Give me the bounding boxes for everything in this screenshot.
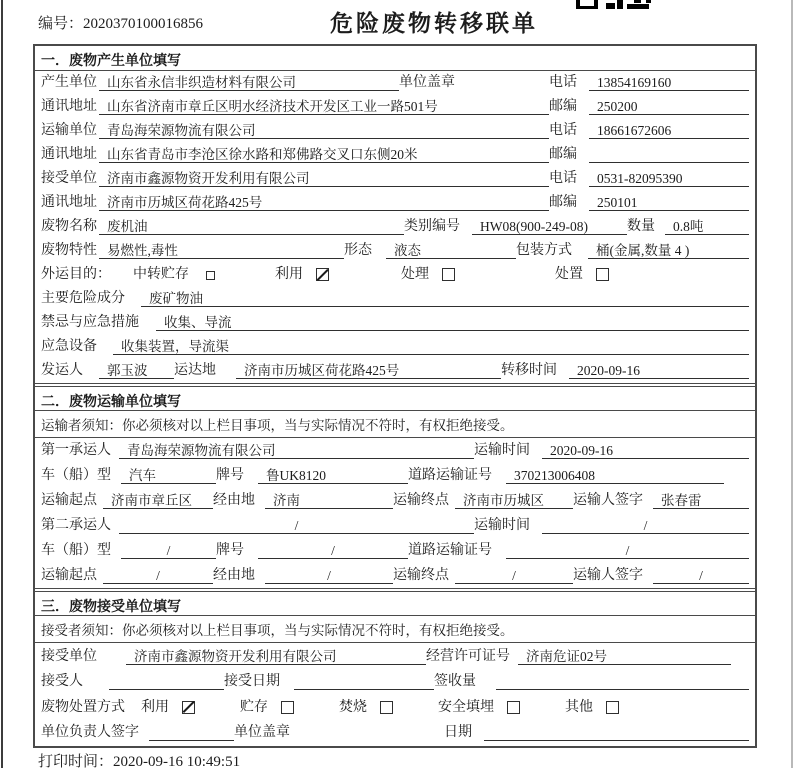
field-value-empty (496, 673, 749, 690)
field-value-underlined: 鲁UK8120 (258, 467, 408, 484)
print-time-label: 打印时间： (38, 754, 114, 768)
form-row (35, 311, 755, 335)
field-label: 贮存 (240, 699, 268, 715)
field-label: 邮编 (549, 195, 577, 210)
doc-number-value: 2020370100016856 (83, 16, 204, 32)
form-row (35, 287, 755, 311)
field-label: 运输人签字 (573, 493, 643, 508)
field-value-underlined: 山东省永信非织造材料有限公司 (99, 74, 399, 91)
field-value-underlined: 山东省青岛市李沧区徐水路和郑佛路交叉口东侧20米 (99, 146, 549, 163)
checkbox-checked-icon (316, 268, 329, 281)
field-label: 电话 (549, 123, 577, 138)
field-label: 单位盖章 (399, 75, 455, 90)
form-row (35, 488, 755, 513)
field-label: 车（船）型 (41, 543, 111, 558)
field-label: 废物名称 (41, 219, 97, 234)
checkbox-unchecked-icon (380, 701, 393, 714)
field-value-underlined: 济南市鑫源物资开发利用有限公司 (126, 648, 426, 665)
form-row (35, 563, 755, 588)
scan-artifact-left-line (1, 0, 3, 768)
field-value-empty (294, 673, 434, 690)
field-value-underlined: 桶(金属,数量 4 ) (588, 242, 749, 259)
field-label: 形态 (344, 243, 372, 258)
field-label: 禁忌与应急措施 (41, 315, 139, 330)
form-row (35, 119, 755, 143)
field-value-underlined: 收集、导流 (156, 314, 749, 331)
form-section-1 (35, 46, 755, 383)
field-label: 接受人 (41, 674, 83, 689)
field-value-underlined: 青岛海荣源物流有限公司 (99, 122, 549, 139)
field-value-underlined: 2020-09-16 (569, 362, 749, 379)
field-label: 运输终点 (393, 568, 449, 583)
field-value-underlined: 济南市历城区荷花路425号 (236, 362, 501, 379)
checkbox-unchecked-icon (596, 268, 609, 281)
field-value-underlined: / (542, 517, 749, 534)
checkbox-unchecked-icon (206, 271, 215, 280)
field-label: 处置 (555, 267, 583, 282)
field-label: 邮编 (549, 147, 577, 162)
field-label: 废物特性 (41, 243, 97, 258)
field-value-underlined: / (506, 542, 749, 559)
form-row (35, 215, 755, 239)
field-label: 邮编 (549, 99, 577, 114)
print-time (38, 750, 240, 768)
field-label: 运输终点 (393, 493, 449, 508)
field-value-underlined: 250200 (589, 98, 749, 115)
form-box (33, 44, 757, 748)
section-notice: 接受者须知：你必须核对以上栏目事项，当与实际情况不符时，有权拒绝接受。 (35, 616, 755, 643)
form-row (35, 669, 755, 695)
form-row (35, 71, 755, 95)
field-label: 运输起点 (41, 493, 97, 508)
field-value-underlined: / (265, 567, 393, 584)
field-label: 通讯地址 (41, 99, 97, 114)
field-value-underlined: 13854169160 (589, 74, 749, 91)
field-label: 废物处置方式 (41, 699, 125, 715)
field-label: 经由地 (213, 568, 255, 583)
form-row (35, 359, 755, 383)
field-value-underlined: 济南市历城区荷花路425号 (99, 194, 549, 211)
field-label: 经由地 (213, 493, 255, 508)
field-label: 运输单位 (41, 123, 97, 138)
field-label: 单位负责人签字 (41, 725, 139, 740)
field-label: 包装方式 (516, 243, 572, 258)
field-label: 道路运输证号 (408, 468, 492, 483)
field-value-underlined: 370213006408 (506, 467, 724, 484)
page-title: 危险废物转移联单 (330, 10, 538, 36)
field-value-underlined: 0.8吨 (665, 218, 749, 235)
field-label: 接受日期 (224, 674, 280, 689)
field-label: 焚烧 (339, 699, 367, 715)
field-label: 中转贮存 (133, 267, 189, 282)
print-time-value: 2020-09-16 10:49:51 (113, 754, 241, 768)
field-value-underlined: 济南市鑫源物资开发利用有限公司 (99, 170, 549, 187)
field-label: 车（船）型 (41, 468, 111, 483)
field-value-underlined: 废机油 (99, 218, 404, 235)
form-row (35, 95, 755, 119)
field-label: 运输时间 (474, 518, 530, 533)
field-label: 利用 (275, 267, 303, 282)
field-value-underlined: HW08(900-249-08) (472, 218, 627, 235)
form-row (35, 694, 755, 720)
qr-code-fragment (576, 0, 656, 10)
field-value-empty (149, 724, 234, 741)
field-value-underlined: / (653, 567, 749, 584)
field-label: 外运目的： (41, 267, 111, 282)
field-label: 应急设备 (41, 339, 97, 354)
form-row (35, 143, 755, 167)
field-label: 运输起点 (41, 568, 97, 583)
form-row (35, 191, 755, 215)
form-row (35, 335, 755, 359)
field-label: 类别编号 (404, 219, 460, 234)
field-label: 牌号 (216, 543, 244, 558)
field-label: 电话 (549, 75, 577, 90)
field-label: 主要危险成分 (41, 291, 125, 306)
field-value-underlined: / (121, 542, 216, 559)
field-value-underlined: 废矿物油 (141, 290, 749, 307)
field-value-underlined: 18661672606 (589, 122, 749, 139)
field-label: 数量 (627, 219, 655, 234)
field-value-underlined: / (258, 542, 408, 559)
field-label: 转移时间 (501, 363, 557, 378)
form-section-3 (35, 588, 755, 745)
field-label: 单位盖章 (234, 725, 290, 740)
field-value-underlined: 济南市历城区 (455, 492, 573, 509)
checkbox-unchecked-icon (606, 701, 619, 714)
field-value-underlined: 济南市章丘区 (103, 492, 213, 509)
field-value-underlined: 收集装置，导流渠 (113, 338, 749, 355)
field-label: 产生单位 (41, 75, 97, 90)
checkbox-unchecked-icon (442, 268, 455, 281)
field-value-underlined: 易燃性,毒性 (99, 242, 344, 259)
field-label: 通讯地址 (41, 147, 97, 162)
field-value-underlined: 济南 (265, 492, 393, 509)
field-label: 道路运输证号 (408, 543, 492, 558)
field-label: 发运人 (41, 363, 83, 378)
form-row (35, 463, 755, 488)
field-label: 运输时间 (474, 443, 530, 458)
doc-number-label: 编号： (38, 16, 84, 32)
field-value-underlined: 张春雷 (653, 492, 749, 509)
checkbox-unchecked-icon (281, 701, 294, 714)
scan-artifact-right-line (791, 0, 793, 768)
field-value-underlined: 液态 (386, 242, 516, 259)
field-label: 接受单位 (41, 648, 97, 664)
field-label: 处理 (401, 267, 429, 282)
field-value-underlined: 250101 (589, 194, 749, 211)
form-row (35, 643, 755, 669)
field-label: 第二承运人 (41, 518, 111, 533)
form-section-2 (35, 383, 755, 588)
field-label: 其他 (565, 699, 593, 715)
field-label: 电话 (549, 171, 577, 186)
field-value-underlined: 2020-09-16 (542, 442, 749, 459)
section-title: 二．废物运输单位填写 (35, 386, 755, 411)
form-row (35, 538, 755, 563)
doc-number (38, 12, 203, 33)
field-value-empty (484, 724, 749, 741)
field-value-underlined: / (455, 567, 573, 584)
section-notice: 运输者须知：你必须核对以上栏目事项，当与实际情况不符时，有权拒绝接受。 (35, 411, 755, 438)
field-label: 牌号 (216, 468, 244, 483)
field-label: 通讯地址 (41, 195, 97, 210)
field-label: 经营许可证号 (426, 648, 510, 664)
checkbox-unchecked-icon (507, 701, 520, 714)
field-label: 利用 (141, 699, 169, 715)
field-value-underlined: / (103, 567, 213, 584)
field-value-underlined: 山东省济南市章丘区明水经济技术开发区工业一路501号 (99, 98, 549, 115)
form-row (35, 720, 755, 746)
field-label: 第一承运人 (41, 443, 111, 458)
checkbox-checked-icon (182, 701, 195, 714)
form-row (35, 239, 755, 263)
field-label: 接受单位 (41, 171, 97, 186)
field-label: 日期 (444, 725, 472, 740)
field-value-underlined: 汽车 (121, 467, 216, 484)
field-label: 安全填埋 (438, 699, 494, 715)
field-value-empty (589, 146, 749, 163)
field-value-underlined: / (119, 517, 474, 534)
field-value-empty (109, 673, 224, 690)
section-title: 三．废物接受单位填写 (35, 591, 755, 616)
form-row (35, 167, 755, 191)
field-label: 签收量 (434, 674, 476, 689)
form-row (35, 263, 755, 287)
form-row (35, 438, 755, 463)
field-value-underlined: 0531-82095390 (589, 170, 749, 187)
field-value-underlined: 济南危证02号 (518, 648, 731, 665)
section-title: 一．废物产生单位填写 (35, 46, 755, 71)
form-row (35, 513, 755, 538)
field-value-underlined: 郭玉波 (99, 362, 174, 379)
field-label: 运达地 (174, 363, 216, 378)
field-value-underlined: 青岛海荣源物流有限公司 (119, 442, 474, 459)
field-label: 运输人签字 (573, 568, 643, 583)
